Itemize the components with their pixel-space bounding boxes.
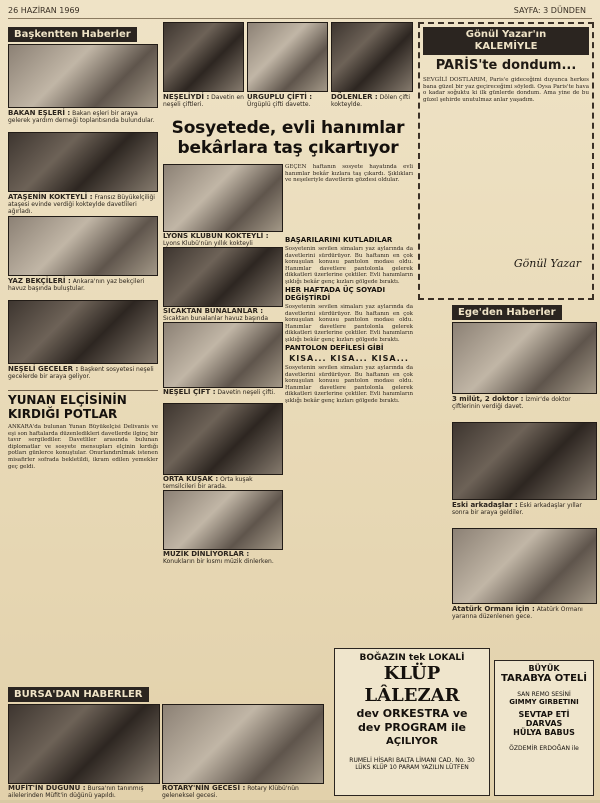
- sosyete-lead: GEÇEN haftanın sosyete hayatında evli hanımlar bekâr kızlara taş çıkardı. Şıklıkları ve neşeleriyle davetlerin gözdesi oldular.: [285, 164, 413, 184]
- tarabya-line4: SEVTAP ETİ: [518, 710, 570, 719]
- caption-neseli-cift: NEŞELİ ÇİFT : Davetin neşeli çifti.: [163, 388, 276, 396]
- subhead-pantolon: PANTOLON DEFİLESİ GİBİ: [285, 344, 384, 352]
- page-label: SAYFA: 3 DÜNDEN: [513, 6, 586, 15]
- klup-line4: AÇILIYOR: [386, 736, 438, 747]
- sosyete-column: [163, 22, 413, 644]
- sosyete-headline: Sosyetede, evli hanımlar bekârlara taş çıkartıyor: [171, 118, 405, 158]
- mufit-dugun-photo: [8, 704, 160, 784]
- caption-bakan-esleri: BAKAN EŞLERİ : Bakan eşleri bir araya gelerek yardım derneği toplantısında bulundular.: [8, 109, 155, 124]
- divider: [8, 390, 158, 391]
- orta-kusak-photo: [163, 403, 283, 475]
- klup-phone: LÜKS KLÜP 10 PARAM YAZILIN LÜTFEN: [355, 764, 469, 771]
- kisa-title: KISA... KISA... KISA...: [289, 354, 409, 363]
- caption-dolenler: DÖLENLER : Dölen çifti kokteylde.: [331, 93, 411, 108]
- klup-address: RUMELİ HİSARI BALTA LİMANI CAD. No. 30: [349, 757, 475, 764]
- yunan-elcisi-body: ANKARA'da bulunan Yunan Büyükelçisi Delivanis ve eşi son haftalarda düzenledikleri davetlerde ilginç bir tavır sergilediler. Davetliler arasında bulunan diplomatlar ve sosyete mensupları elçinin kırdığı potları günlerce konuştular. Onurlandırılmak istenen misafirler sofrada bekletildi, ikram edilen yemekler geç geldi.: [8, 424, 158, 470]
- doktor-photo: [452, 322, 597, 394]
- klup-line2: dev ORKESTRA ve: [356, 707, 468, 720]
- muzik-photo: [163, 490, 283, 550]
- ege-section-title: Ege'den Haberler: [452, 305, 562, 320]
- sosyete-body-1: Sosyetenin sevilen simaları yaz aylarında da davetlerini sürdürüyor. Bu haftanın en çok konuşulan konusu pantolon modası oldu. Hanımlar davetlere pantolonla gelerek dikkatleri üzerlerine çektiler. Evli hanımların şıklığı bekâr genç kızları gölgede bıraktı.: [285, 246, 413, 285]
- bursa-item-2: [162, 704, 322, 803]
- caption-rotary: ROTARY'NİN GECESİ : Rotary Klübü'nün geleneksel gecesi.: [162, 784, 299, 799]
- caption-muzik: MÜZİK DİNLİYORLAR : Konukların bir kısmı müzik dinlerken.: [163, 550, 274, 565]
- tarabya-line3: GIMMY GIRBETINI: [509, 698, 579, 706]
- caption-sicaktan: SICAKTAN BUNALANLAR : Sıcaktan bunalanlar havuz başında: [163, 307, 269, 322]
- ege-column: [452, 300, 597, 656]
- klup-lalezar-ad: [334, 648, 490, 796]
- bursa-photo-row: [8, 704, 328, 803]
- bakan-esleri-photo: [8, 44, 158, 108]
- caption-yaz-bekcileri: YAZ BEKÇİLERİ : Ankara'nın yaz bekçileri havuz başında buluştular.: [8, 277, 145, 292]
- top-caption-row: [163, 94, 413, 110]
- caption-ataturk-ormani: Atatürk Ormanı için : Atatürk Ormanı yararına düzenlenen gece.: [452, 605, 583, 620]
- date-line: 26 HAZİRAN 1969: [8, 6, 80, 15]
- subhead-basarilari: BAŞARILARINI KUTLADILAR: [285, 236, 393, 244]
- sosyete-text-column: [285, 164, 413, 565]
- caption-doktor: 3 milüt, 2 doktor : İzmir'de doktor çiftlerinin verdiği davet.: [452, 395, 571, 410]
- yaz-bekcileri-photo: [8, 216, 158, 276]
- gonul-yazar-title-line1: Gönül Yazar'ın: [465, 29, 547, 40]
- tarabya-line2: SAN REMO SESİNİ: [517, 691, 571, 698]
- klup-line3: dev PROGRAM ile: [357, 721, 466, 734]
- caption-eski-arkadaslar: Eski arkadaşlar : Eski arkadaşlar yıllar sonra bir araya geldiler.: [452, 501, 582, 516]
- sicaktan-photo: [163, 247, 283, 307]
- rotary-photo: [162, 704, 324, 784]
- paris-headline: PARİS'te dondum...: [435, 58, 577, 73]
- yunan-elcisi-headline: YUNAN ELÇİSİNİN KIRDIĞI POTLAR: [8, 393, 127, 421]
- baskentten-column: [8, 22, 158, 680]
- atase-kokteyl-photo: [8, 132, 158, 192]
- tarabya-footer: ÖZDEMİR ERDOĞAN ile: [509, 745, 579, 752]
- ataturk-ormani-photo: [452, 528, 597, 604]
- caption-orta-kusak: ORTA KUŞAK : Orta kuşak temsilcileri bir arada.: [163, 475, 253, 490]
- eski-arkadaslar-photo: [452, 422, 597, 500]
- top-photo-2: [247, 22, 328, 92]
- top-photo-row: [163, 22, 413, 92]
- gonul-yazar-title: [423, 27, 589, 55]
- sosyete-body-3: Sosyetenin sevilen simaları yaz aylarında da davetlerini sürdürüyor. Bu haftanın en çok konuşulan konusu pantolon modası oldu. Hanımlar davetlere pantolonla gelerek dikkatleri üzerlerine çektiler. Evli hanımların şıklığı bekâr genç kızları gölgede bıraktı.: [285, 365, 413, 404]
- gonul-yazar-box: [418, 22, 594, 300]
- header-line: [8, 6, 592, 19]
- sosyete-body-2: Sosyetenin sevilen simaları yaz aylarında da davetlerini sürdürüyor. Bu haftanın en çok konuşulan konusu pantolon modası oldu. Hanımlar davetlere pantolonla gelerek dikkatleri üzerlerine çektiler. Evli hanımların şıklığı bekâr genç kızları gölgede bıraktı.: [285, 304, 413, 343]
- gonul-yazar-title-line2: KALEMİYLE: [474, 41, 538, 52]
- gonul-yazar-signature: Gönül Yazar: [513, 257, 581, 270]
- tarabya-line1: BÜYÜK: [528, 664, 560, 673]
- klup-name: KLÜP LÂLEZAR: [364, 663, 460, 706]
- gonul-yazar-body: SEVGİLİ DOSTLARIM, Paris'e gideceğimi duyunca herkes bana güzel bir yaz geçireceğimi söyledi. Oysa Paris'te hava o kadar soğuktu ki ilk günlerde dondum. Ama yine de bu güzel şehirde unutulmaz anlar yaşadım.: [423, 77, 589, 103]
- bursa-section-title: BURSA'DAN HABERLER: [8, 687, 149, 702]
- sosyete-photo-stack: [163, 164, 281, 565]
- caption-neseli-geceler: NEŞELİ GECELER : Başkent sosyetesi neşeli gecelerde bir araya geliyor.: [8, 365, 154, 380]
- klup-line1: BOĞAZIN tek LOKALİ: [359, 653, 465, 663]
- tarabya-ad: [494, 660, 594, 796]
- lyons-photo: [163, 164, 283, 232]
- caption-urguplu: URGUPLU ÇİFTİ : Ürgüplü çifti davette.: [247, 93, 313, 108]
- caption-neseliydi: NEŞELİYDİ : Davetin en neşeli çiftleri.: [163, 93, 244, 108]
- caption-atase-kokteyl: ATAŞENİN KOKTEYLİ : Fransız Büyükelçiliği ataşesi evinde verdiği kokteylde davetlileri ağırladı.: [8, 193, 155, 215]
- caption-lyons: LYONS KLUBÜN KOKTEYLİ : Lyons Klubü'nün yıllık kokteyli: [163, 232, 269, 247]
- tarabya-line5: DARVAS: [525, 719, 563, 728]
- bursa-section: [8, 682, 328, 800]
- subhead-soyadi: HER HAFTADA ÜÇ SOYADI DEĞİŞTİRDİ: [285, 286, 386, 302]
- neseli-geceler-photo: [8, 300, 158, 364]
- caption-mufit: MÜFİT'İN DÜĞÜNÜ : Bursa'nın tanınmış ailelerinden Müfit'in düğünü yapıldı.: [8, 784, 144, 799]
- top-photo-3: [331, 22, 413, 92]
- tarabya-line6: HÜLYA BABUS: [513, 728, 575, 737]
- bursa-item-1: [8, 704, 158, 803]
- top-photo-1: [163, 22, 244, 92]
- sosyete-main-area: [163, 164, 413, 565]
- baskentten-section-title: Başkentten Haberler: [8, 27, 137, 42]
- tarabya-name: TARABYA OTELİ: [500, 673, 588, 684]
- neseli-cift-photo: [163, 322, 283, 388]
